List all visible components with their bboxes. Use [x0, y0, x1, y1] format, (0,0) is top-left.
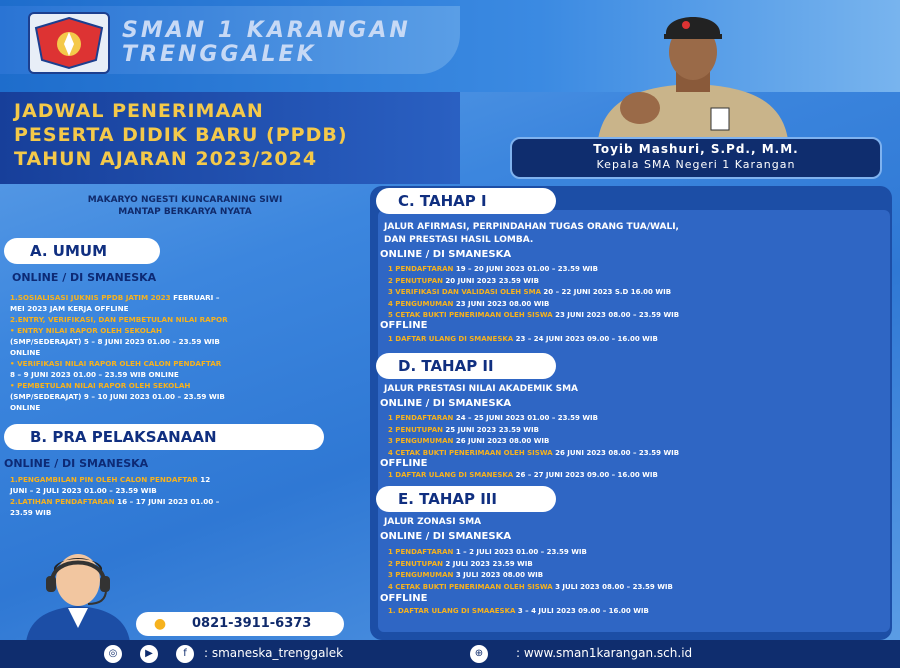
school-name-line2: TRENGGALEK	[122, 42, 317, 67]
section-tahap1-heading: C. TAHAP I	[376, 188, 556, 214]
item-detail: 12	[197, 475, 211, 484]
list-item	[388, 582, 673, 594]
official-namebox	[510, 137, 882, 179]
list-item	[388, 413, 679, 425]
list-item	[388, 299, 679, 311]
item-detail: JUNI – 2 JULI 2023 01.00 – 23.59 WIB	[10, 486, 157, 495]
item-highlight: 1 PENDAFTARAN	[388, 414, 454, 422]
list-item	[10, 325, 370, 336]
list-item	[10, 485, 370, 496]
tahap2-offline: OFFLINE	[380, 458, 428, 469]
item-highlight: 4 CETAK BUKTI PENERIMAAN OLEH SISWA	[388, 582, 553, 591]
item-detail: 8 – 9 JUNI 2023 01.00 – 23.59 WIB ONLINE	[10, 370, 179, 379]
list-item	[10, 474, 370, 485]
tahap1-list	[388, 264, 679, 322]
item-detail: 3 JULI 2023 08.00 – 23.59 WIB	[552, 582, 673, 591]
whatsapp-icon: ●	[153, 616, 167, 632]
footer-social-handle[interactable]: : smaneska_trenggalek	[204, 646, 344, 660]
item-detail: ONLINE	[10, 403, 41, 412]
list-item	[10, 314, 370, 325]
title-line3: TAHUN AJARAN 2023/2024	[14, 148, 318, 170]
list-item	[388, 436, 679, 448]
item-highlight: 1 DAFTAR ULANG DI SMANESKA	[388, 335, 514, 343]
list-item	[388, 276, 679, 288]
item-highlight: • VERIFIKASI NILAI RAPOR OLEH CALON PENDAFTAR	[10, 359, 222, 368]
item-detail: 23 JUNI 2023 08.00 WIB	[453, 299, 550, 308]
motto-line2: MANTAP BERKARYA NYATA	[118, 207, 252, 217]
item-highlight: 2 PENUTUPAN	[388, 425, 443, 434]
tahap3-mode: ONLINE / DI SMANESKA	[380, 531, 512, 542]
footer-website[interactable]: : www.sman1karangan.sch.id	[516, 646, 693, 660]
list-item	[10, 292, 370, 303]
list-item	[10, 336, 370, 347]
tahap3-offline: OFFLINE	[380, 593, 428, 604]
item-highlight: • PEMBETULAN NILAI RAPOR OLEH SEKOLAH	[10, 381, 191, 390]
list-item	[10, 358, 370, 369]
item-detail: 26 – 27 JUNI 2023 09.00 – 16.00 WIB	[513, 471, 658, 479]
tahap1-jalur-line1: JALUR AFIRMASI, PERPINDAHAN TUGAS ORANG TUA/WALI,	[384, 222, 679, 232]
list-item	[10, 369, 370, 380]
item-detail: 20 JUNI 2023 23.59 WIB	[443, 276, 539, 285]
list-item	[388, 448, 679, 460]
item-detail: (SMP/SEDERAJAT) 9 – 10 JUNI 2023 01.00 – 23.59 WIB	[10, 392, 225, 401]
item-highlight: 3 PENGUMUMAN	[388, 437, 454, 445]
item-highlight: 4 PENGUMUMAN	[388, 299, 454, 308]
tahap2-list	[388, 413, 679, 459]
list-item	[10, 380, 370, 391]
item-detail: 20 – 22 JUNI 2023 S.D 16.00 WIB	[541, 288, 672, 296]
list-item	[388, 264, 679, 276]
item-highlight: 5 CETAK BUKTI PENERIMAAN OLEH SISWA	[388, 311, 553, 319]
section-umum-heading: A. UMUM	[4, 238, 160, 264]
list-item	[10, 303, 370, 314]
item-detail: 25 JUNI 2023 23.59 WIB	[443, 425, 539, 434]
list-item	[10, 496, 370, 507]
title-line2: PESERTA DIDIK BARU (PPDB)	[14, 124, 348, 146]
item-highlight: • ENTRY NILAI RAPOR OLEH SEKOLAH	[10, 326, 163, 335]
section-tahap2-heading: D. TAHAP II	[376, 353, 556, 379]
list-item	[388, 425, 679, 437]
tahap1-jalur-line2: DAN PRESTASI HASIL LOMBA.	[384, 235, 534, 245]
item-highlight: 2.ENTRY, VERIFIKASI, DAN PEMBETULAN NILAI RAPOR	[10, 315, 228, 324]
item-highlight: 3 VERIFIKASI DAN VALIDASI OLEH SMA	[388, 288, 541, 296]
tahap2-jalur: JALUR PRESTASI NILAI AKADEMIK SMA	[384, 384, 579, 394]
tahap1-offline-item	[388, 335, 658, 343]
item-detail: 3 JULI 2023 08.00 WIB	[453, 571, 544, 579]
item-detail: 26 JUNI 2023 08.00 WIB	[453, 437, 550, 445]
tahap1-mode: ONLINE / DI SMANESKA	[380, 249, 512, 260]
list-item	[388, 570, 673, 582]
item-detail: 19 – 20 JUNI 2023 01.00 – 23.59 WIB	[453, 265, 598, 273]
tahap3-jalur: JALUR ZONASI SMA	[384, 517, 482, 527]
official-name: Toyib Mashuri, S.Pd., M.M.	[593, 142, 799, 156]
section-tahap3-heading: E. TAHAP III	[376, 486, 556, 512]
item-highlight: 3 PENGUMUMAN	[388, 571, 454, 579]
instagram-icon[interactable]: ◎	[104, 645, 122, 663]
list-item	[10, 391, 370, 402]
item-highlight: 1 PENDAFTARAN	[388, 265, 454, 273]
item-detail: ONLINE	[10, 348, 41, 357]
item-highlight: 4 CETAK BUKTI PENERIMAAN OLEH SISWA	[388, 448, 553, 457]
section-pra-heading: B. PRA PELAKSANAAN	[4, 424, 324, 450]
school-logo	[28, 12, 110, 74]
item-detail: 23 JUNI 2023 08.00 – 23.59 WIB	[552, 311, 680, 319]
list-item	[388, 559, 673, 571]
item-highlight: 1.PENGAMBILAN PIN OLEH CALON PENDAFTAR	[10, 475, 198, 484]
globe-icon: ⊕	[470, 645, 488, 663]
item-detail: 1 – 2 JULI 2023 01.00 – 23.59 WIB	[453, 548, 587, 556]
umum-mode: ONLINE / DI SMANESKA	[12, 271, 157, 284]
item-highlight: 1 DAFTAR ULANG DI SMANESKA	[388, 471, 514, 479]
tahap1-offline: OFFLINE	[380, 320, 428, 331]
phone-number: 0821-3911-6373	[192, 616, 312, 631]
list-item	[388, 287, 679, 299]
item-detail: 26 JUNI 2023 08.00 – 23.59 WIB	[552, 448, 680, 457]
official-photo	[588, 8, 798, 140]
item-detail: MEI 2023 JAM KERJA OFFLINE	[10, 304, 129, 313]
motto-line1: MAKARYO NGESTI KUNCARANING SIWI	[87, 195, 283, 205]
item-detail: 23.59 WIB	[10, 508, 52, 517]
item-detail: FEBRUARI –	[170, 293, 220, 302]
list-item	[10, 507, 370, 518]
tahap2-offline-item	[388, 471, 658, 479]
item-highlight: 2 PENUTUPAN	[388, 276, 443, 285]
item-highlight: 1 PENDAFTARAN	[388, 548, 454, 556]
item-highlight: 2 PENUTUPAN	[388, 559, 443, 568]
pra-mode: ONLINE / DI SMANESKA	[4, 457, 149, 470]
footer-bar	[0, 640, 900, 668]
item-detail: 23 – 24 JUNI 2023 09.00 – 16.00 WIB	[513, 335, 658, 343]
facebook-icon[interactable]: f	[176, 645, 194, 663]
pra-list	[10, 474, 370, 518]
title-line1: JADWAL PENERIMAAN	[14, 100, 264, 122]
list-item	[388, 547, 673, 559]
youtube-icon[interactable]: ▶	[140, 645, 158, 663]
school-name-line1: SMAN 1 KARANGAN	[122, 18, 411, 43]
list-item	[10, 347, 370, 358]
tahap3-list	[388, 547, 673, 593]
list-item	[10, 402, 370, 413]
item-detail: (SMP/SEDERAJAT) 5 – 8 JUNI 2023 01.00 – 23.59 WIB	[10, 337, 220, 346]
tahap3-offline-item	[388, 607, 649, 615]
item-highlight: 2.LATIHAN PENDAFTARAN	[10, 497, 115, 506]
list-item	[388, 310, 679, 322]
item-detail: 24 – 25 JUNI 2023 01.00 – 23.59 WIB	[453, 414, 598, 422]
tahap2-mode: ONLINE / DI SMANESKA	[380, 398, 512, 409]
official-position: Kepala SMA Negeri 1 Karangan	[596, 158, 796, 171]
item-highlight: 1.SOSIALISASI JUKNIS PPDB JATIM 2023	[10, 293, 171, 302]
item-highlight: 1. DAFTAR ULANG DI SMAAESKA	[388, 607, 516, 615]
umum-list	[10, 292, 370, 413]
item-detail: 16 – 17 JUNI 2023 01.00 –	[114, 497, 220, 506]
item-detail: 3 – 4 JULI 2023 09.00 – 16.00 WIB	[515, 607, 649, 615]
item-detail: 2 JULI 2023 23.59 WIB	[443, 559, 533, 568]
